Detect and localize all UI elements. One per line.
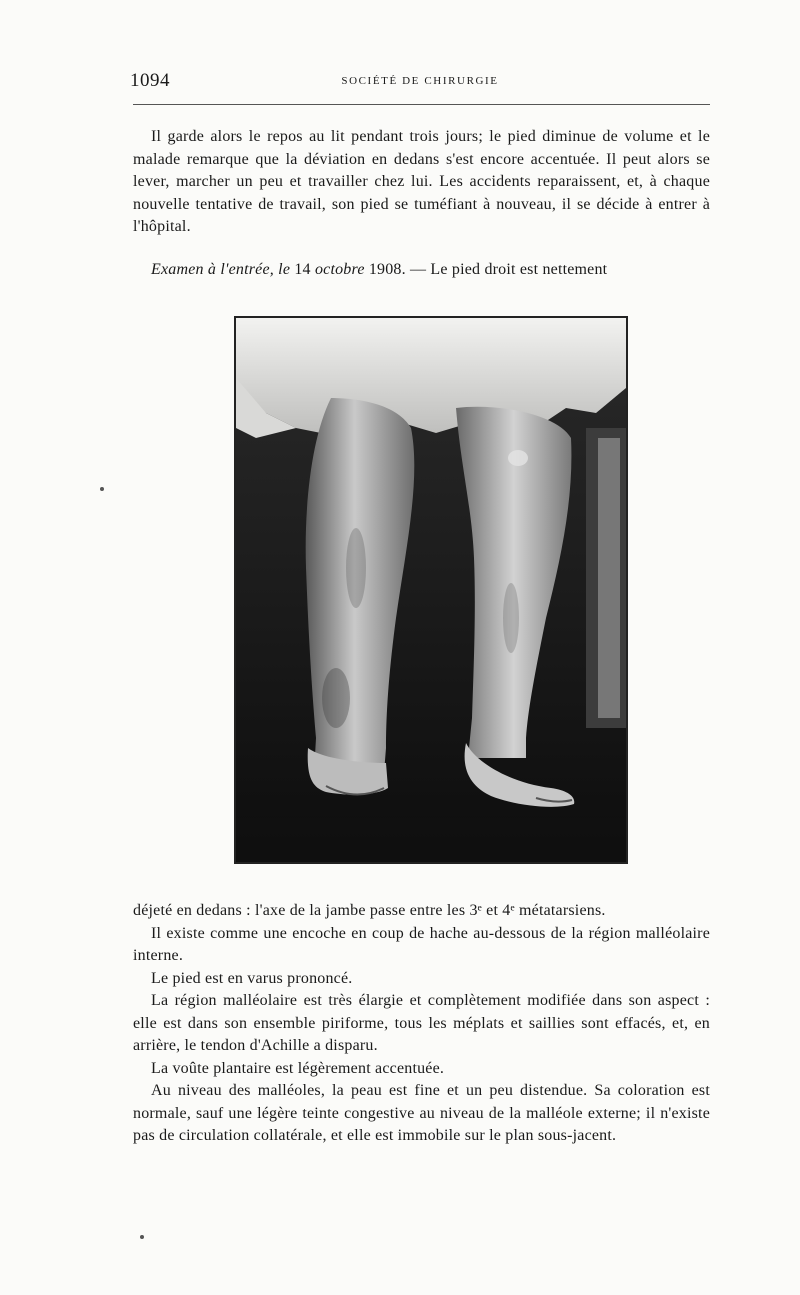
legs-photograph <box>234 316 628 864</box>
body-paragraph: La région malléolaire est très élargie et complètement modifiée dans son aspect : elle est dans son ensemble piriforme, tous les méplats et saillies sont effacés, et, en arrière, le tendon d'Achille a disparu. <box>133 992 710 1054</box>
print-speck <box>100 487 104 491</box>
intro-paragraph <box>133 126 710 239</box>
body-paragraph: déjeté en dedans : l'axe de la jambe passe entre les 3ᵉ et 4ᵉ métatarsiens. <box>133 902 606 919</box>
body-paragraph: Au niveau des malléoles, la peau est fine et un peu distendue. Sa coloration est normale, sauf une légère teinte congestive au niveau de la malléole externe; il n'existe pas de circulation collatérale, et elle est immobile sur le plan sous-jacent. <box>133 1082 710 1144</box>
exam-italic-lead: Examen à l'entrée, le <box>151 261 291 278</box>
header-rule <box>133 104 710 105</box>
exam-date-day: 14 <box>290 261 315 278</box>
page-number: 1094 <box>130 70 170 91</box>
body-paragraph: Il existe comme une encoche en coup de hache au-dessous de la région malléolaire interne. <box>133 924 710 964</box>
running-header: SOCIÉTÉ DE CHIRURGIE <box>341 75 499 87</box>
legs-photograph-image <box>236 318 626 862</box>
exam-italic-month: octobre <box>314 261 365 278</box>
intro-paragraph-text: Il garde alors le repos au lit pendant trois jours; le pied diminue de volume et le malade remarque que la déviation en dedans s'est encore accentuée. Il peut alors se lever, marcher un peu et travailler chez lui. Les accidents reparaissent, et, à chaque nouvelle tentative de travail, son pied se tuméfiant à nouveau, il se décide à entrer à l'hôpital. <box>133 128 710 235</box>
print-speck <box>140 1235 144 1239</box>
body-paragraphs <box>133 900 710 1148</box>
body-paragraph: Le pied est en varus prononcé. <box>151 969 353 987</box>
exam-continuation: 1908. — Le pied droit est nettement <box>364 261 608 278</box>
body-paragraph: La voûte plantaire est légèrement accentuée. <box>151 1059 445 1077</box>
exam-paragraph <box>133 259 710 282</box>
